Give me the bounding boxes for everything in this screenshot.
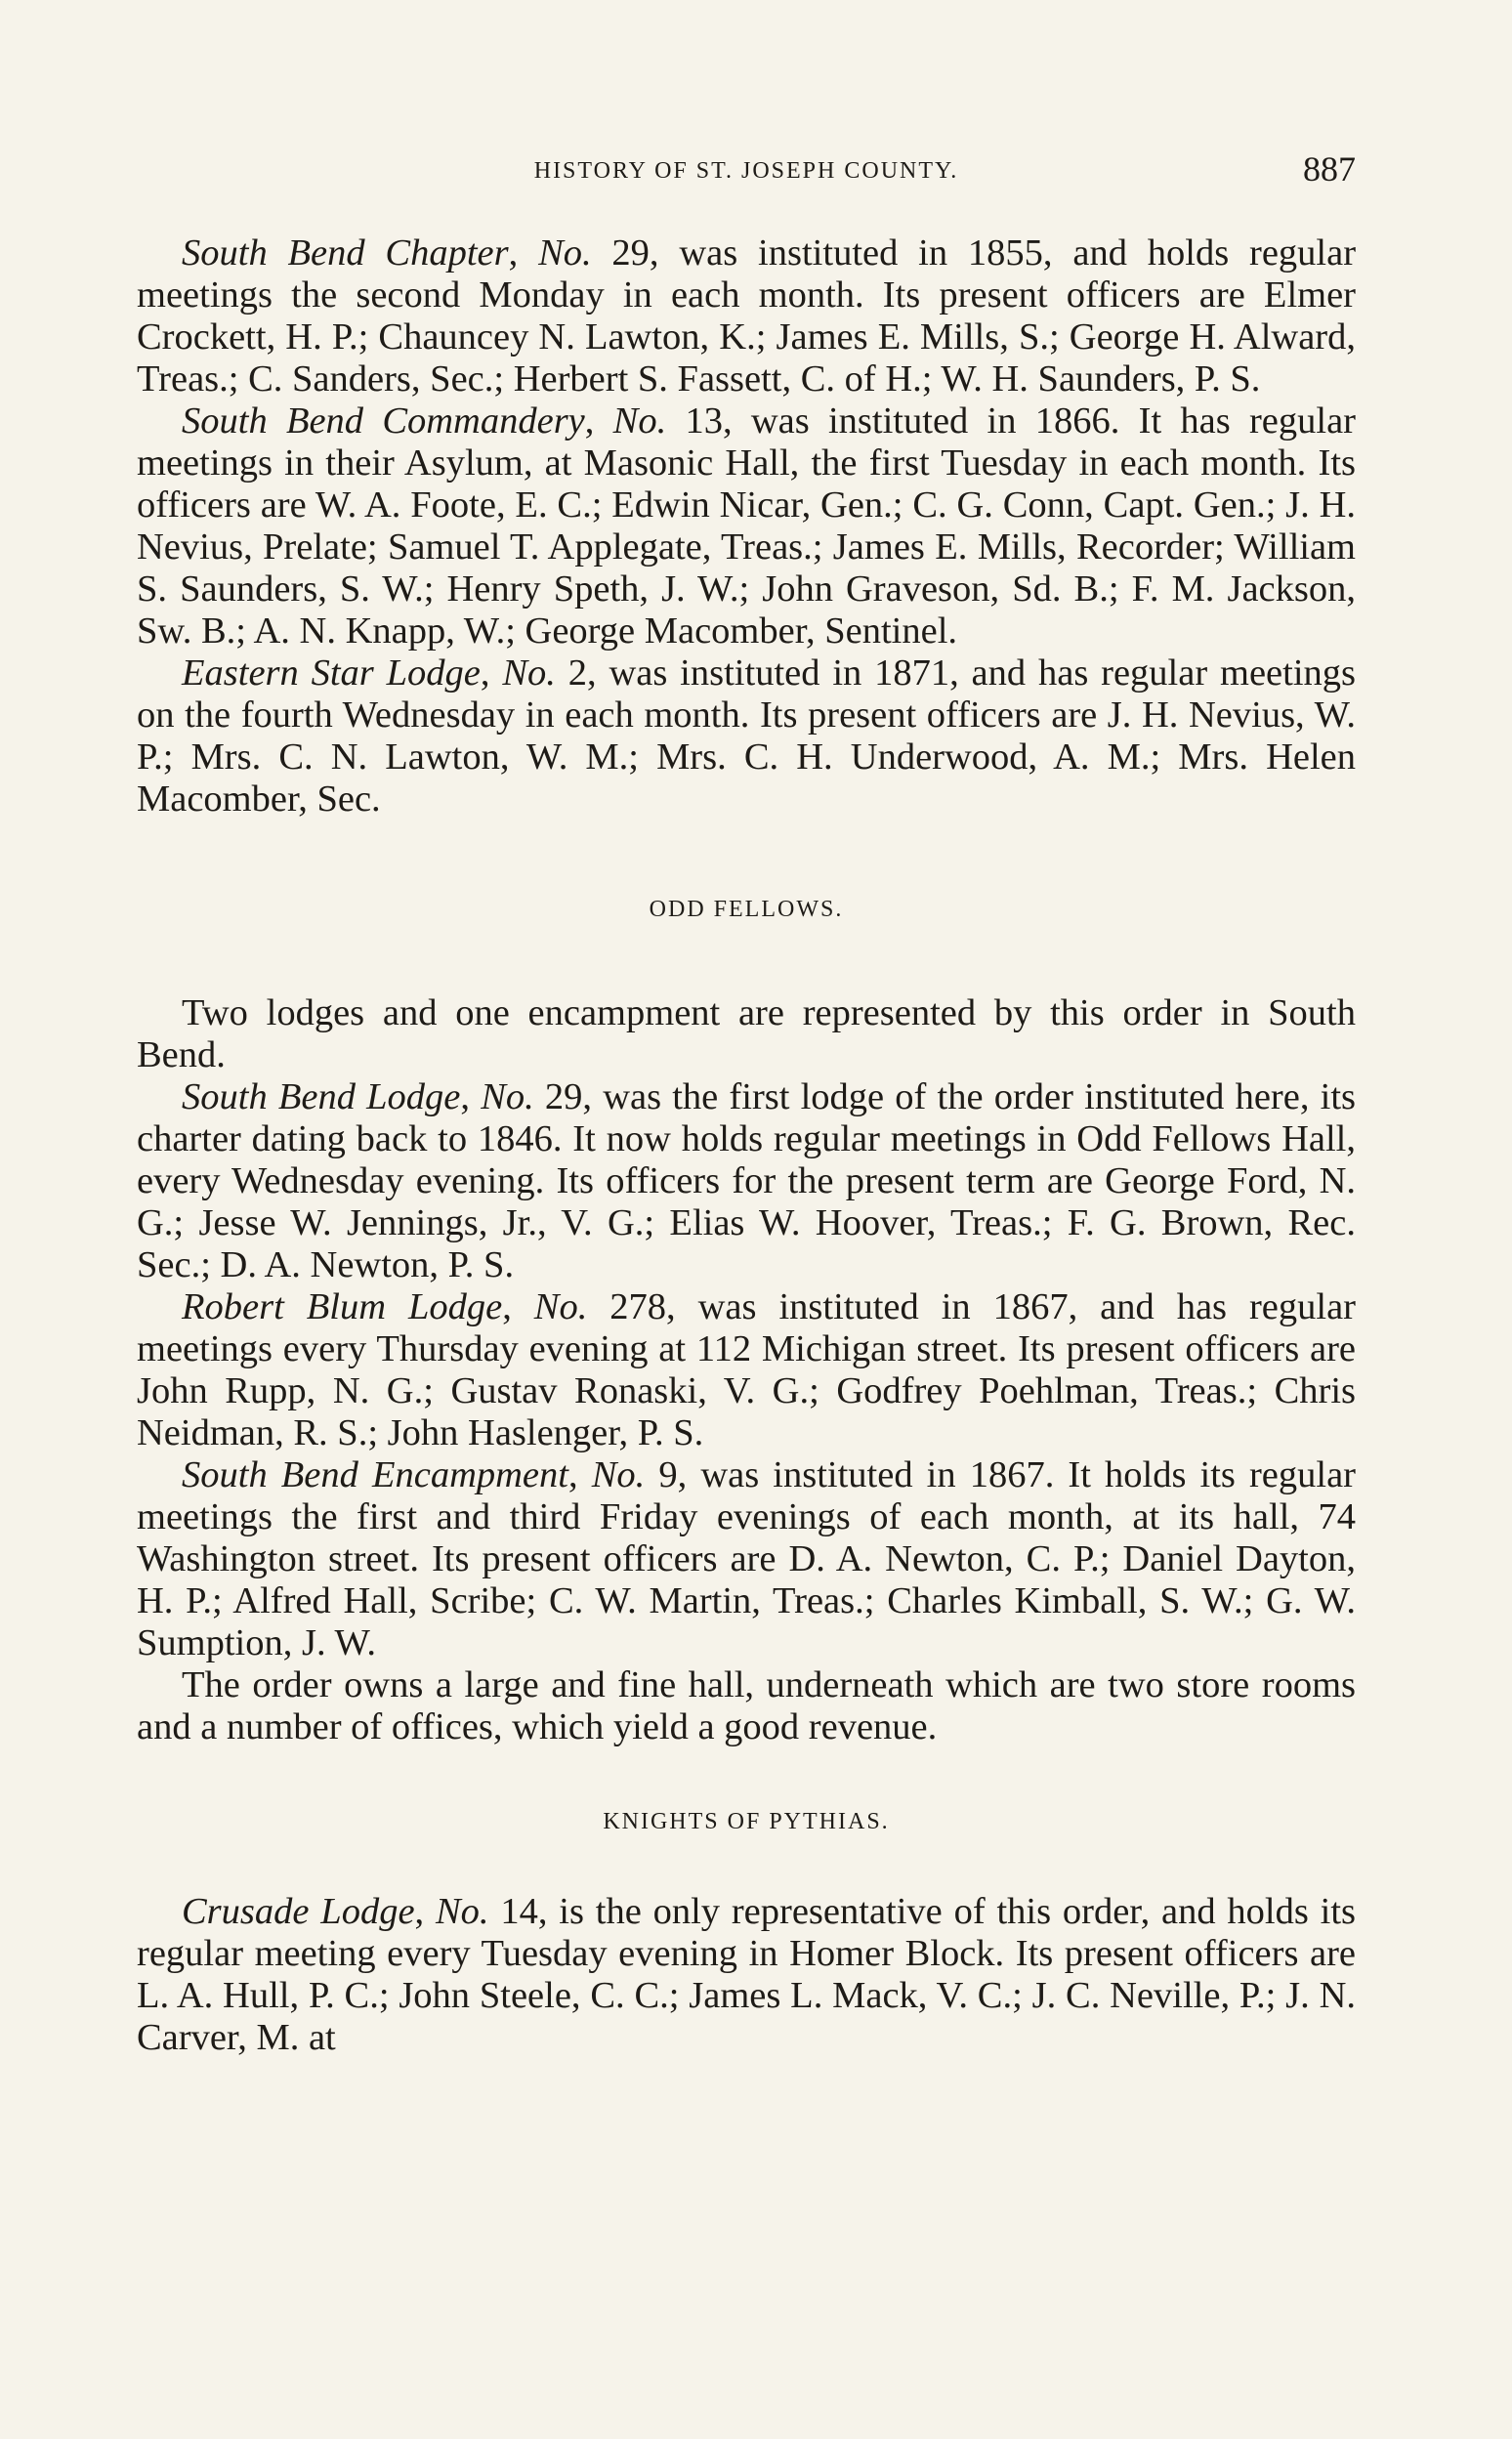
page-number: 887 [1303, 149, 1356, 189]
paragraph-south-bend-chapter: South Bend Chapter, No. 29, was instituted in 1855, and holds regular meetings the second Monday in each month. Its present officers are Elmer Crockett, H. P.; Chauncey N. Lawton, K.; James E. Mills, S.; George H. Alward, Treas.; C. Sanders, Sec.; Herbert S. Fassett, C. of H.; W. H. Saunders, P. S. [137, 232, 1357, 399]
paragraph-south-bend-encampment: South Bend Encampment, No. 9, was instituted in 1867. It holds its regular meetings the first and third Friday evenings of each month, at its hall, 74 Washington street. Its present officers are D. A. Newton, C. P.; Daniel Dayton, H. P.; Alfred Hall, Scribe; C. W. Martin, Treas.; Charles Kimball, S. W.; G. W. Sumption, J. W. [137, 1454, 1356, 1663]
paragraph-south-bend-commandery: South Bend Commandery, No. 13, was instituted in 1866. It has regular meetings in their Asylum, at Masonic Hall, the first Tuesday in each month. Its officers are W. A. Foote, E. C.; Edwin Nicar, Gen.; C. G. Conn, Capt. Gen.; J. H. Nevius, Prelate; Samuel T. Applegate, Treas.; James E. Mills, Recorder; William S. Saunders, S. W.; Henry Speth, J. W.; John Graveson, Sd. B.; F. M. Jackson, Sw. B.; A. N. Knapp, W.; George Macomber, Sentinel. [137, 400, 1357, 652]
paragraph-robert-blum-lodge: Robert Blum Lodge, No. 278, was instituted in 1867, and has regular meetings every Thursday evening at 112 Michigan street. Its present officers are John Rupp, N. G.; Gustav Ronaski, V. G.; Godfrey Poehlman, Treas.; Chris Neidman, R. S.; John Haslenger, P. S. [137, 1286, 1356, 1453]
lodge-number-label: No. [481, 1076, 534, 1117]
paragraph-eastern-star-lodge: Eastern Star Lodge, No. 2, was instituted in 1871, and has regular meetings on the fourth Wednesday in each month. Its present officers are J. H. Nevius, W. P.; Mrs. C. N. Lawton, W. M.; Mrs. C. H. Underwood, A. M.; Mrs. Helen Macomber, Sec. [137, 652, 1356, 820]
lodge-name: South Bend Commandery [182, 400, 585, 442]
page-body [137, 232, 1356, 2059]
paragraph-text: 29, was instituted in 1855, and holds regular meetings the second Monday in each month. Its present officers are Elmer Crockett, H. P.; Chauncey N. Lawton, K.; James E. Mills, S.; George H. Alward, Treas.; C. Sanders, Sec.; Herbert S. Fassett, C. of H.; W. H. Saunders, P. S. [137, 232, 1357, 399]
page-header [137, 148, 1356, 191]
lodge-number-label: No. [538, 232, 592, 273]
lodge-name: Eastern Star Lodge [182, 652, 481, 694]
section-heading-knights-of-pythias: KNIGHTS OF PYTHIAS. [603, 1809, 890, 1834]
lodge-number-label: No. [591, 1454, 646, 1495]
paragraph-odd-fellows-intro: Two lodges and one encampment are represented by this order in South Bend. [137, 992, 1356, 1075]
lodge-number-label: No. [435, 1891, 489, 1932]
paragraph-text: 13, was instituted in 1866. It has regular meetings in their Asylum, at Masonic Hall, the first Tuesday in each month. Its officers are W. A. Foote, E. C.; Edwin Nicar, Gen.; C. G. Conn, Capt. Gen.; J. H. Nevius, Prelate; Samuel T. Applegate, Treas.; James E. Mills, Recorder; William S. Saunders, S. W.; Henry Speth, J. W.; John Graveson, Sd. B.; F. M. Jackson, Sw. B.; A. N. Knapp, W.; George Macomber, Sentinel. [137, 400, 1357, 652]
paragraph-south-bend-lodge: South Bend Lodge, No. 29, was the first lodge of the order instituted here, its charter dating back to 1846. It now holds regular meetings in Odd Fellows Hall, every Wednesday evening. Its officers for the present term are George Ford, N. G.; Jesse W. Jennings, Jr., V. G.; Elias W. Hoover, Treas.; F. G. Brown, Rec. Sec.; D. A. Newton, P. S. [137, 1076, 1357, 1285]
paragraph-odd-fellows-hall: The order owns a large and fine hall, underneath which are two store rooms and a number of offices, which yield a good revenue. [137, 1664, 1356, 1747]
paragraph-text: 278, was instituted in 1867, and has regular meetings every Thursday evening at 112 Michigan street. Its present officers are John Rupp, N. G.; Gustav Ronaski, V. G.; Godfrey Poehlman, Treas.; Chris Neidman, R. S.; John Haslenger, P. S. [137, 1286, 1356, 1453]
paragraph-text: 29, was the first lodge of the order instituted here, its charter dating back to 1846. It now holds regular meetings in Odd Fellows Hall, every Wednesday evening. Its officers for the present term are George Ford, N. G.; Jesse W. Jennings, Jr., V. G.; Elias W. Hoover, Treas.; F. G. Brown, Rec. Sec.; D. A. Newton, P. S. [137, 1076, 1357, 1285]
paragraph-text: 2, was instituted in 1871, and has regular meetings on the fourth Wednesday in each month. Its present officers are J. H. Nevius, W. P.; Mrs. C. N. Lawton, W. M.; Mrs. C. H. Underwood, A. M.; Mrs. Helen Macomber, Sec. [137, 652, 1356, 820]
lodge-number-label: No. [502, 652, 556, 694]
lodge-name: Robert Blum Lodge [182, 1286, 503, 1327]
running-head: HISTORY OF ST. JOSEPH COUNTY. [533, 158, 959, 184]
lodge-number-label: No. [612, 400, 667, 442]
paragraph-crusade-lodge: Crusade Lodge, No. 14, is the only representative of this order, and holds its regular meeting every Tuesday evening in Homer Block. Its present officers are L. A. Hull, P. C.; John Steele, C. C.; James L. Mack, V. C.; J. C. Neville, P.; J. N. Carver, M. at [137, 1891, 1357, 2058]
paragraph-text: 14, is the only representative of this order, and holds its regular meeting every Tuesday evening in Homer Block. Its present officers are L. A. Hull, P. C.; John Steele, C. C.; James L. Mack, V. C.; J. C. Neville, P.; J. N. Carver, M. at [137, 1891, 1357, 2058]
lodge-name: South Bend Encampment [182, 1454, 568, 1495]
section-heading-odd-fellows: ODD FELLOWS. [649, 897, 844, 922]
paragraph-text: 9, was instituted in 1867. It holds its regular meetings the first and third Friday evenings of each month, at its hall, 74 Washington street. Its present officers are D. A. Newton, C. P.; Daniel Dayton, H. P.; Alfred Hall, Scribe; C. W. Martin, Treas.; Charles Kimball, S. W.; G. W. Sumption, J. W. [137, 1454, 1356, 1663]
lodge-number-label: No. [533, 1286, 588, 1327]
lodge-name: South Bend Lodge [182, 1076, 461, 1117]
lodge-name: Crusade Lodge [182, 1891, 415, 1932]
lodge-name: South Bend Chapter [182, 232, 509, 273]
